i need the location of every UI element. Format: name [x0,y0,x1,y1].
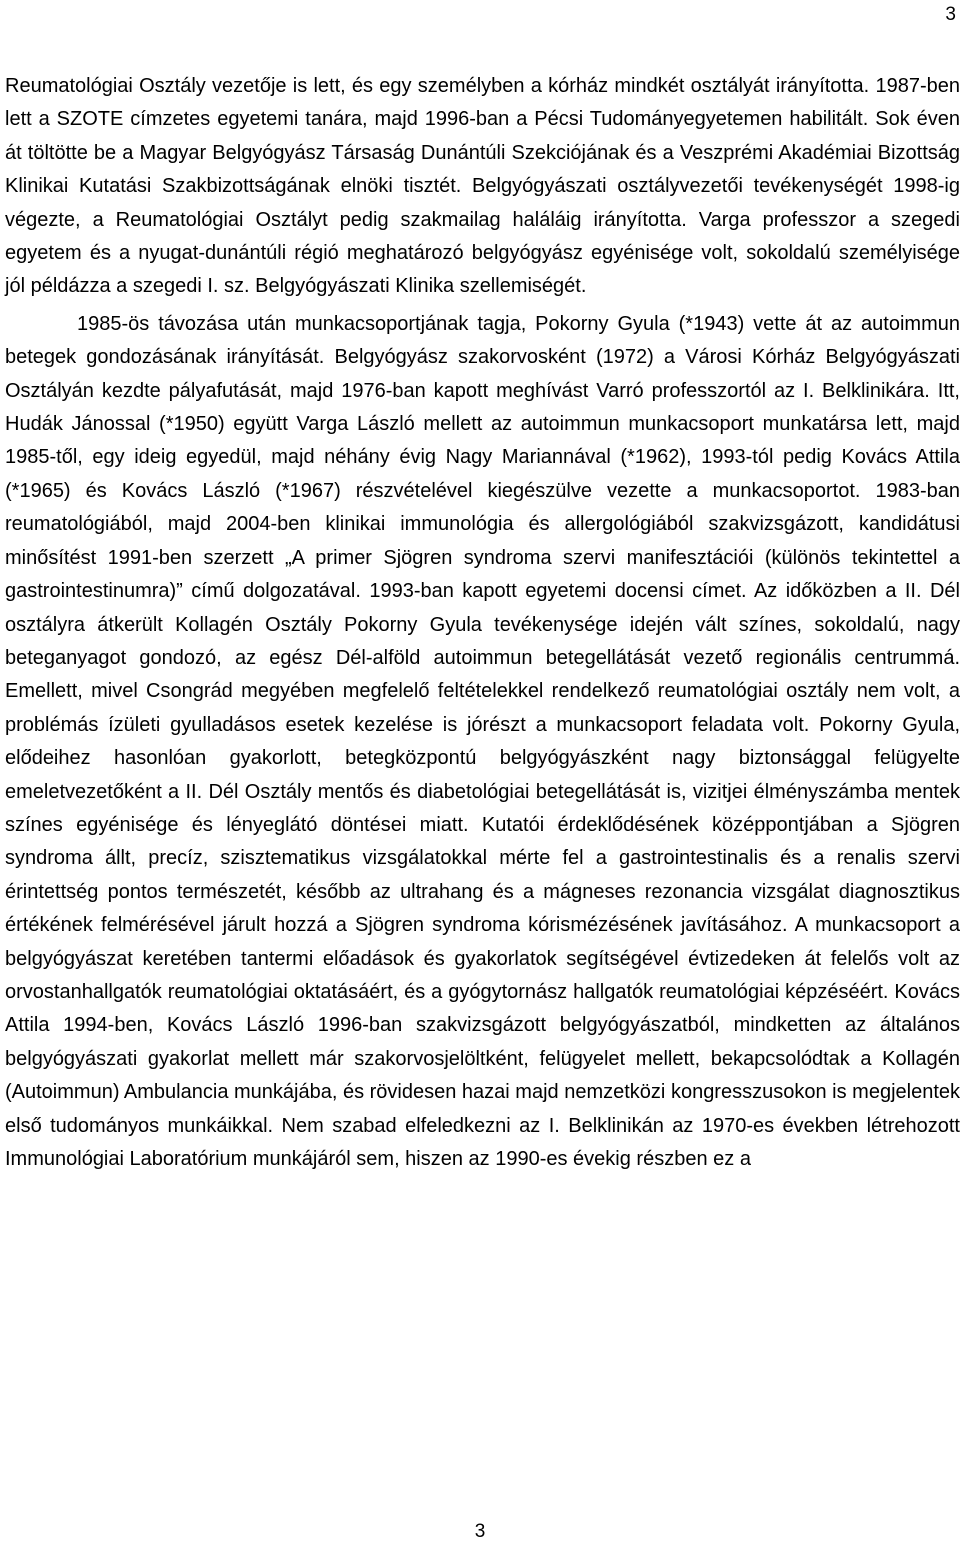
paragraph-2: 1985-ös távozása után munkacsoportjának tagja, Pokorny Gyula (*1943) vette át az autoimmun betegek gondozásának irányítását. Belgyógyász szakorvosként (1972) a Városi Kórház Belgyógyászati Osztályán kezdte pályafutását, majd 1976-ban kapott meghívást Varró professzortól az I. Belklinikára. Itt, Hudák Jánossal (*1950) együtt Varga László mellett az autoimmun munkacsoport munkatársa lett, majd 1985-től, egy ideig egyedül, majd néhány évig Nagy Mariannával (*1962), 1993-tól pedig Kovács Attila (*1965) és Kovács László (*1967) részvételével kiegészülve vezette a munkacsoportot. 1983-ban reumatológiából, majd 2004-ben klinikai immunológia és allergológiából szakvizsgázott, kandidátusi minősítést 1991-ben szerzett „A primer Sjögren syndroma szervi manifesztációi (különös tekintettel a gastrointestinumra)” című dolgozatával. 1993-ban kapott egyetemi docensi címet. Az időközben a II. Dél osztályra átkerült Kollagén Osztály Pokorny Gyula tevékenysége idején vált színes, sokoldalú, nagy beteganyagot gondozó, az egész Dél-alföld autoimmun betegellátását vezető regionális centrummá. Emellett, mivel Csongrád megyében megfelelő feltételekkel rendelkező reumatológiai osztály nem volt, a problémás ízületi gyulladásos esetek kezelése is jórészt a munkacsoport feladata volt. Pokorny Gyula, elődeihez hasonlóan gyakorlott, betegközpontú belgyógyászként nagy biztonsággal felügyelte emeletvezetőként a II. Dél Osztály mentős és diabetológiai betegellátását is, vizitjei élményszámba mentek színes egyénisége és lényeglátó döntései miatt. Kutatói érdeklődésének középpontjában a Sjögren syndroma állt, precíz, szisztematikus vizsgálatokkal mérte fel a gastrointestinalis és a renalis szervi érintettség pontos természetét, később az ultrahang és a mágneses rezonancia vizsgálat diagnosztikus értékének felmérésével járult hozzá a Sjögren syndroma kórismézésének javításához. A munkacsoport a belgyógyászat keretében tantermi előadások és gyakorlatok segítségével évtizedeken át felelős volt az orvostanhallgatók reumatológiai oktatásáért, és a gyógytornász hallgatók reumatológiai képzéséért. Kovács Attila 1994-ben, Kovács László 1996-ban szakvizsgázott belgyógyászatból, mindketten az általános belgyógyászati gyakorlat mellett már szakorvosjelöltként, felügyelet mellett, bekapcsolódtak a Kollagén (Autoimmun) Ambulancia munkájába, és rövidesen hazai majd nemzetközi kongresszusokon is megjelentek első tudományos munkáikkal. Nem szabad elfeledkezni az I. Belklinikán az 1970-es években létrehozott Immunológiai Laboratórium munkájáról sem, hiszen az 1990-es évekig részben ez a [5,312,960,1170]
page-number-top: 3 [945,4,956,25]
paragraph-1: Reumatológiai Osztály vezetője is lett, és egy személyben a kórház mindkét osztályát irányította. 1987-ben lett a SZOTE címzetes egyetemi tanára, majd 1996-ban a Pécsi Tudományegyetemen habilitált. Sok éven át töltötte be a Magyar Belgyógyász Társaság Dunántúli Szekciójának és a Veszprémi Akadémiai Bizottság Klinikai Kutatási Szakbizottságának elnöki tisztét. Belgyógyászati osztályvezetői tevékenységét 1998-ig végezte, a Reumatológiai Osztályt pedig szakmailag haláláig irányította. Varga professzor a szegedi egyetem és a nyugat-dunántúli régió meghatározó belgyógyász egyénisége volt, sokoldalú személyisége jól példázza a szegedi I. sz. Belgyógyászati Klinika szellemiségét. [5,75,960,298]
document-body [5,70,960,1176]
page-number-bottom: 3 [474,1521,486,1542]
